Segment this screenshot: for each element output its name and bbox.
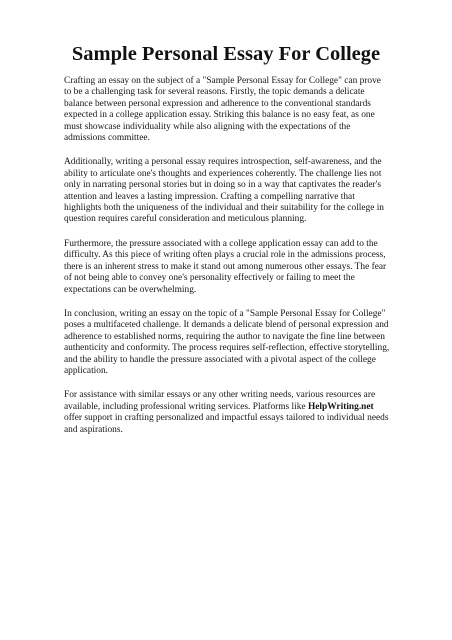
document-body bbox=[64, 76, 390, 449]
document-title: Sample Personal Essay For College bbox=[71, 43, 381, 65]
closing-text-after: offer support in crafting personalized and impactful essays tailored to individual needs and aspirations. bbox=[64, 413, 389, 435]
paragraph-3: Furthermore, the pressure associated with a college application essay can add to the difficulty. As this piece of writing often plays a crucial role in the admissions process, there is an inherent stress to make it stand out among numerous other essays. The fear of not being able to convey one's personality effectively or failing to meet the expectations can be overwhelming. bbox=[64, 238, 387, 295]
closing-text-before: For assistance with similar essays or any other writing needs, various resources are available, including professional writing services. Platforms like bbox=[64, 390, 376, 412]
paragraph-1: Crafting an essay on the subject of a "Sample Personal Essay for College" can prove to be a challenging task for several reasons. Firstly, the topic demands a delicate balance between personal expression and adherence to the conventional standards expected in a college application essay. Striking this balance is no easy feat, as one must showcase individuality while also aligning with the expectations of the admissions committee. bbox=[64, 76, 381, 144]
paragraph-closing bbox=[64, 390, 390, 436]
paragraph-4: In conclusion, writing an essay on the topic of a "Sample Personal Essay for College" poses a multifaceted challenge. It demands a delicate blend of personal expression and adherence to established norms, requiring the author to navigate the fine line between authenticity and conformity. The process requires self-reflection, effective storytelling, and the ability to handle the pressure associated with a pivotal aspect of the college application. bbox=[64, 308, 390, 376]
helpwriting-link[interactable]: HelpWriting.net bbox=[307, 401, 374, 412]
paragraph-2: Additionally, writing a personal essay requires introspection, self-awareness, and the ability to articulate one's thoughts and experiences coherently. The challenge lies not only in narrating personal stories but in doing so in a way that captivates the reader's attention and leaves a lasting impression. Crafting a compelling narrative that highlights both the uniqueness of the individual and their suitability for the college in question requires careful consideration and meticulous planning. bbox=[64, 157, 384, 225]
